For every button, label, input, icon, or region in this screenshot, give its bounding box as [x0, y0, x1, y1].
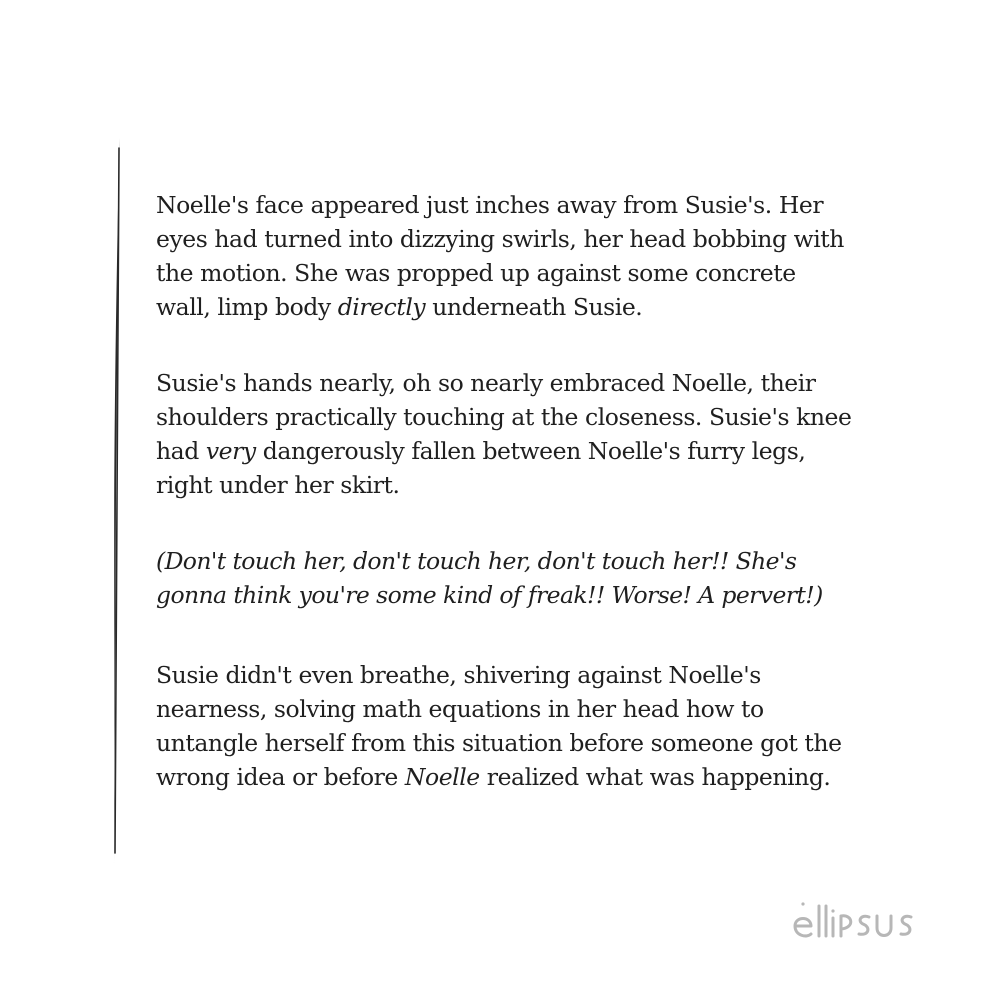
paragraph-line: the motion. She was propped up against some concrete — [156, 259, 796, 287]
paragraph-line: Noelle's face appeared just inches away from Susie's. Her — [156, 191, 824, 219]
paragraph-line: Susie didn't even breathe, shivering against Noelle's — [156, 661, 761, 689]
logo-letter-s — [901, 916, 911, 934]
paragraph-1 — [156, 188, 936, 324]
paragraph-line: nearness, solving math equations in her head how to — [156, 695, 764, 723]
paragraph-line: gonna think you're some kind of freak!! Worse! A pervert!) — [156, 581, 823, 609]
text-run: underneath Susie. — [425, 293, 643, 321]
paragraph-line: (Don't touch her, don't touch her, don't touch her!! She's — [156, 547, 797, 575]
logo-letter-s — [859, 916, 869, 934]
paragraph-line — [156, 290, 936, 324]
story-text — [156, 188, 936, 836]
text-run: realized what was happening. — [479, 763, 831, 791]
logo-dot — [801, 902, 804, 905]
paragraph-line: eyes had turned into dizzying swirls, her head bobbing with — [156, 225, 844, 253]
paragraph-2 — [156, 366, 936, 502]
logo-dot — [831, 909, 834, 912]
logo-letter-p — [841, 916, 851, 936]
emphasis-directly: directly — [337, 293, 426, 321]
paragraph-line — [156, 760, 936, 794]
text-run: dangerously fallen between Noelle's furry legs, — [255, 437, 806, 465]
paragraph-line — [156, 434, 936, 468]
emphasis-noelle: Noelle — [404, 763, 480, 791]
logo-letter-e — [795, 919, 811, 936]
paragraph-4 — [156, 658, 936, 794]
emphasis-very: very — [205, 437, 256, 465]
paragraph-thought — [156, 544, 936, 612]
paragraph-line: untangle herself from this situation before someone got the — [156, 729, 842, 757]
ellipsus-logo — [791, 896, 933, 940]
paragraph-line: shoulders practically touching at the closeness. Susie's knee — [156, 403, 852, 431]
paragraph-line: Susie's hands nearly, oh so nearly embraced Noelle, their — [156, 369, 816, 397]
text-run: had — [156, 437, 206, 465]
text-run: wrong idea or before — [156, 763, 405, 791]
text-run: wall, limp body — [156, 293, 338, 321]
paragraph-line: right under her skirt. — [156, 471, 400, 499]
logo-letter-u — [877, 916, 891, 936]
vertical-brush-rule — [108, 138, 124, 863]
